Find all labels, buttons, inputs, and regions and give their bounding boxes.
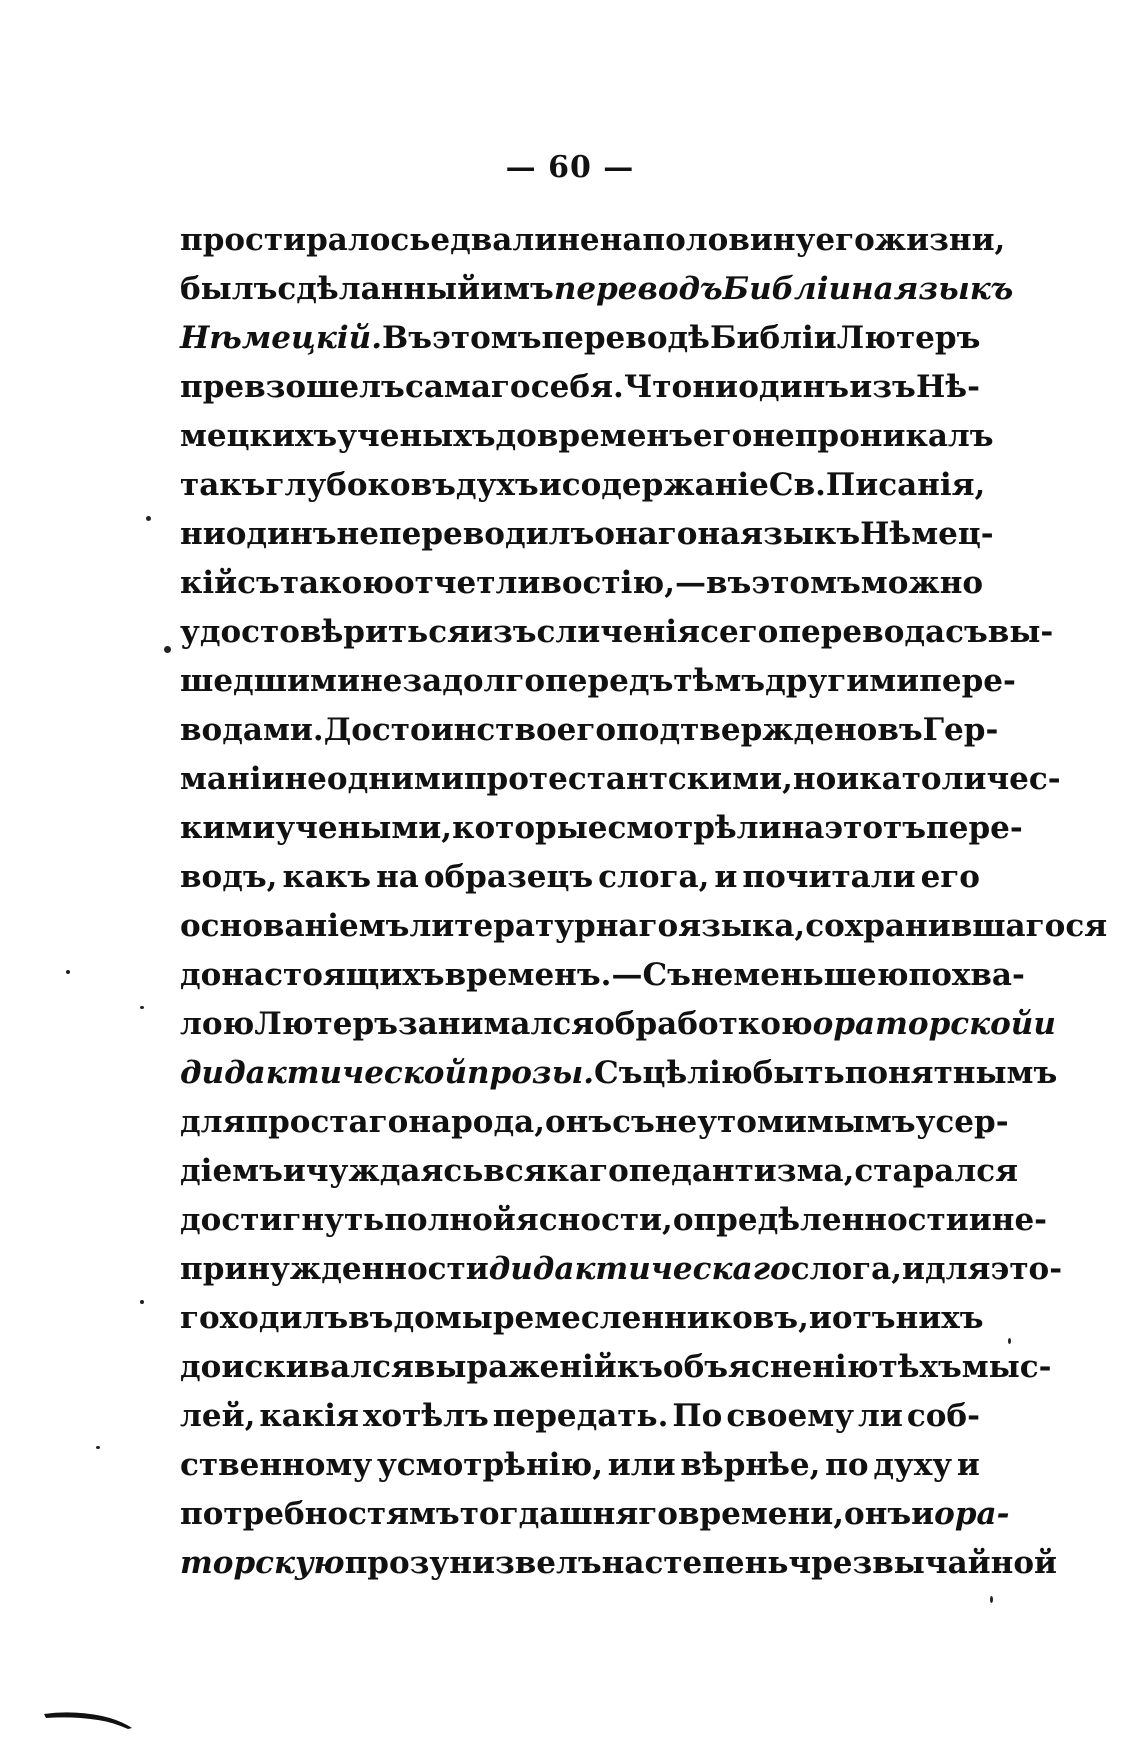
text-word: тогдашняго	[459, 1496, 678, 1532]
text-word: духу	[873, 1447, 953, 1483]
text-word: ходилъ	[219, 1300, 349, 1336]
text-word: усмотрѣнію,	[376, 1447, 604, 1483]
text-line	[180, 1294, 984, 1343]
text-word: тѣхъ	[878, 1349, 962, 1385]
text-word: для	[180, 1104, 246, 1140]
page-number: — 60 —	[505, 150, 635, 185]
text-word: его	[556, 712, 617, 748]
text-word: Лютеръ	[254, 1006, 398, 1042]
text-line	[180, 1392, 980, 1441]
text-word: смотрѣли	[607, 810, 782, 846]
text-word: Достоинство	[323, 712, 557, 748]
text-line	[180, 1245, 1063, 1294]
text-word: Гер-	[922, 712, 999, 748]
text-word: въ	[410, 467, 456, 503]
text-word: лей,	[180, 1398, 256, 1434]
text-word: быть	[752, 1055, 845, 1091]
text-word: объясненію	[662, 1349, 879, 1385]
text-word: и	[911, 1496, 935, 1532]
text-word: передъ	[545, 663, 674, 699]
text-word: низвелъ	[449, 1545, 602, 1581]
text-word: не	[336, 516, 379, 552]
text-word: такъ	[180, 467, 266, 503]
text-line	[180, 804, 1023, 853]
text-line	[180, 755, 1061, 804]
scan-speck	[96, 1446, 100, 1449]
text-word: мецкихъ	[180, 418, 338, 454]
text-line	[180, 1049, 1058, 1098]
text-word: Нѣмец-	[860, 516, 994, 552]
text-word: до	[180, 957, 222, 993]
text-word: въ	[348, 1300, 394, 1336]
text-line	[180, 853, 980, 902]
text-word: неутомимымъ	[654, 1104, 916, 1140]
text-word: Лютеръ	[836, 320, 981, 356]
text-word: учеными,	[275, 810, 453, 846]
text-word: изъ	[469, 614, 537, 650]
text-line	[180, 1098, 1009, 1147]
text-word: Нѣмецкій.	[180, 320, 383, 356]
text-word: въ	[705, 565, 752, 601]
text-word: домы	[393, 1300, 493, 1336]
text-line	[180, 216, 1006, 265]
text-word: это-	[990, 1251, 1063, 1287]
text-word: Св.	[768, 467, 826, 503]
text-word: и	[956, 1447, 980, 1483]
text-word: Что	[623, 369, 693, 405]
text-word: и	[808, 1300, 832, 1336]
text-word: тѣмъ	[673, 663, 766, 699]
text-word: на	[601, 1545, 645, 1581]
text-word: и	[538, 467, 562, 503]
text-word: го	[180, 1300, 220, 1336]
text-line	[180, 608, 1054, 657]
text-word: имъ	[480, 271, 554, 307]
text-word: не	[284, 761, 327, 797]
text-word: педантизма,	[628, 1153, 855, 1189]
text-word: которые	[452, 810, 608, 846]
text-word: себя.	[530, 369, 624, 405]
text-word: подтверждено	[616, 712, 878, 748]
text-word: пере-	[919, 663, 1016, 699]
scan-speck	[140, 1006, 144, 1009]
text-word: проникалъ	[794, 418, 994, 454]
text-word: содержаніе	[561, 467, 769, 503]
text-word: передать.	[492, 1398, 669, 1434]
text-word: лою	[180, 1006, 255, 1042]
text-word: протестантскими,	[463, 761, 793, 797]
text-word: простиралось	[180, 222, 431, 258]
text-word: По	[672, 1398, 723, 1434]
text-word: временъ	[536, 418, 693, 454]
text-word: другими	[765, 663, 920, 699]
scan-speck	[146, 516, 151, 521]
text-word: водами.	[180, 712, 324, 748]
text-word: и	[1033, 1006, 1056, 1042]
text-word: понятнымъ	[844, 1055, 1058, 1091]
text-word: до	[495, 418, 537, 454]
text-line	[180, 657, 1016, 706]
text-word: шедшими	[180, 663, 360, 699]
text-word: кими	[180, 810, 276, 846]
text-word: едва	[430, 222, 513, 258]
text-word: вѣрнѣе,	[680, 1447, 821, 1483]
text-word: сличенія	[536, 614, 701, 650]
text-word: принужденности	[180, 1251, 489, 1287]
text-word: Писанія,	[825, 467, 986, 503]
text-word: неменьшею	[690, 957, 909, 993]
text-line	[180, 265, 1014, 314]
text-word: кій	[180, 565, 238, 601]
text-word: ремесленниковъ,	[492, 1300, 809, 1336]
text-word: литературнаго	[409, 908, 679, 944]
text-word: основаніемъ	[180, 908, 410, 944]
text-word: ясности,	[515, 1202, 673, 1238]
text-word: какъ	[282, 859, 372, 895]
text-word: пере-	[926, 810, 1023, 846]
text-word: опредѣленности	[672, 1202, 969, 1238]
scan-speck	[66, 970, 70, 974]
text-word: и	[968, 1202, 992, 1238]
text-line	[180, 1343, 1052, 1392]
text-word: достигнуть	[180, 1202, 385, 1238]
text-word: жизни,	[874, 222, 1006, 258]
text-word: обработкою	[594, 1006, 813, 1042]
text-word: ни	[180, 516, 226, 552]
text-word: можно	[860, 565, 984, 601]
text-word: изъ	[849, 369, 916, 405]
text-word: полной	[384, 1202, 516, 1238]
text-word: переводилъ	[378, 516, 595, 552]
text-line	[180, 902, 1108, 951]
text-word: почитали	[742, 859, 916, 895]
text-word: или	[607, 1447, 676, 1483]
text-word: Съ	[594, 1055, 643, 1091]
text-word: степень	[644, 1545, 789, 1581]
text-word: одинъ	[225, 516, 337, 552]
text-word: онъ	[544, 1104, 613, 1140]
text-word: съ	[945, 614, 988, 650]
text-word: ораторской	[812, 1006, 1034, 1042]
text-word: сдѣланный	[277, 271, 481, 307]
text-word: его	[692, 418, 753, 454]
text-word: —	[674, 565, 706, 601]
text-word: всякаго	[483, 1153, 629, 1189]
text-word: какія	[259, 1398, 359, 1434]
body-text	[180, 216, 1108, 1588]
text-word: ственному	[180, 1447, 373, 1483]
text-word: старался	[854, 1153, 1018, 1189]
text-word: и	[714, 859, 738, 895]
text-word: самаго	[404, 369, 531, 405]
text-word: ли	[512, 222, 558, 258]
text-word: вы-	[987, 614, 1054, 650]
text-word: отъ	[831, 1300, 896, 1336]
text-word: не-	[991, 1202, 1048, 1238]
text-word: на	[697, 516, 741, 552]
text-word: глубоко	[265, 467, 411, 503]
text-word: Библіи	[709, 320, 837, 356]
text-word: ора-	[934, 1496, 1010, 1532]
text-line	[180, 1490, 1010, 1539]
text-word: водъ,	[180, 859, 278, 895]
text-word: переводѣ	[541, 320, 710, 356]
text-word: удостовѣриться	[180, 614, 470, 650]
text-word: Нѣ-	[915, 369, 980, 405]
text-word: своему	[726, 1398, 854, 1434]
text-word: потребностямъ	[180, 1496, 460, 1532]
scan-speck	[140, 1300, 144, 1304]
text-word: этомъ	[751, 565, 861, 601]
text-line	[180, 461, 986, 510]
text-line	[180, 363, 980, 412]
ink-stroke-mark	[42, 1706, 134, 1730]
text-word: выраженій	[413, 1349, 617, 1385]
text-word: мыс-	[961, 1349, 1052, 1385]
text-word: на	[599, 222, 643, 258]
text-word: въ	[877, 712, 923, 748]
text-word: соб-	[906, 1398, 980, 1434]
text-word: переводъ	[553, 271, 723, 307]
text-line	[180, 314, 980, 363]
text-word: діемъ	[180, 1153, 283, 1189]
text-word: но	[792, 761, 837, 797]
text-line	[180, 1441, 980, 1490]
text-word: сохранившагося	[805, 908, 1108, 944]
text-line	[180, 1000, 1056, 1049]
text-word: дидактической	[180, 1055, 468, 1091]
text-word: чуждаясь	[305, 1153, 484, 1189]
text-word: перевода	[778, 614, 946, 650]
text-word: съ	[237, 565, 280, 601]
text-word: торскую	[180, 1545, 345, 1581]
text-word: его	[815, 222, 875, 258]
text-word: на	[376, 859, 419, 895]
text-word: по	[825, 1447, 869, 1483]
text-word: его	[920, 859, 980, 895]
text-word: временъ.—Съ	[444, 957, 691, 993]
text-word: и	[282, 1153, 306, 1189]
scan-speck	[990, 1596, 993, 1603]
text-word: онаго	[594, 516, 698, 552]
text-word: съ	[612, 1104, 655, 1140]
text-word: на	[781, 810, 825, 846]
text-word: Въ	[382, 320, 432, 356]
text-word: простаго	[245, 1104, 409, 1140]
text-line	[180, 1147, 1018, 1196]
text-word: образецъ	[423, 859, 594, 895]
text-word: отчетливостію,	[393, 565, 675, 601]
text-word: одинъ	[738, 369, 850, 405]
text-word: онъ	[844, 1496, 912, 1532]
text-word: Библіи	[722, 271, 852, 307]
text-word: усер-	[915, 1104, 1009, 1140]
text-word: былъ	[180, 271, 278, 307]
text-word: сего	[700, 614, 779, 650]
text-line	[180, 706, 999, 755]
text-word: доискивался	[180, 1349, 414, 1385]
scan-speck	[1008, 1338, 1011, 1344]
text-word: чрезвычайной	[788, 1545, 1058, 1581]
text-word: духъ	[455, 467, 539, 503]
text-line	[180, 1539, 1058, 1588]
text-line	[180, 1196, 1048, 1245]
text-word: католичес-	[859, 761, 1061, 797]
text-word: къ	[616, 1349, 663, 1385]
text-word: не	[557, 222, 600, 258]
text-word: на	[851, 271, 894, 307]
text-word: одними	[326, 761, 464, 797]
text-word: для	[925, 1251, 991, 1287]
text-word: времени,	[677, 1496, 845, 1532]
text-word: цѣлію	[642, 1055, 753, 1091]
text-word: дидактическаго	[488, 1251, 791, 1287]
text-word: превзошелъ	[180, 369, 405, 405]
text-word: ученыхъ	[337, 418, 496, 454]
text-word: народа,	[408, 1104, 545, 1140]
text-word: половину	[642, 222, 816, 258]
text-word: похва-	[908, 957, 1025, 993]
text-line	[180, 559, 984, 608]
text-word: нихъ	[895, 1300, 984, 1336]
text-word: слога,	[790, 1251, 903, 1287]
text-word: языкъ	[740, 516, 861, 552]
text-line	[180, 510, 994, 559]
text-word: не	[752, 418, 795, 454]
text-word: ни	[692, 369, 739, 405]
text-word: языкъ	[893, 271, 1014, 307]
text-line	[180, 951, 1025, 1000]
text-word: ли	[857, 1398, 903, 1434]
text-word: этотъ	[824, 810, 927, 846]
text-word: настоящихъ	[221, 957, 445, 993]
text-word: хотѣлъ	[362, 1398, 489, 1434]
text-word: незадолго	[359, 663, 546, 699]
text-word: занимался	[397, 1006, 595, 1042]
text-word: такою	[279, 565, 394, 601]
text-line	[180, 412, 994, 461]
text-word: маніи	[180, 761, 285, 797]
text-word: и	[902, 1251, 926, 1287]
text-word: языка,	[678, 908, 806, 944]
text-word: слога,	[598, 859, 710, 895]
scan-speck	[164, 646, 171, 653]
text-word: прозы.	[467, 1055, 595, 1091]
text-word: этомъ	[432, 320, 542, 356]
text-word: и	[836, 761, 860, 797]
text-word: прозу	[344, 1545, 450, 1581]
